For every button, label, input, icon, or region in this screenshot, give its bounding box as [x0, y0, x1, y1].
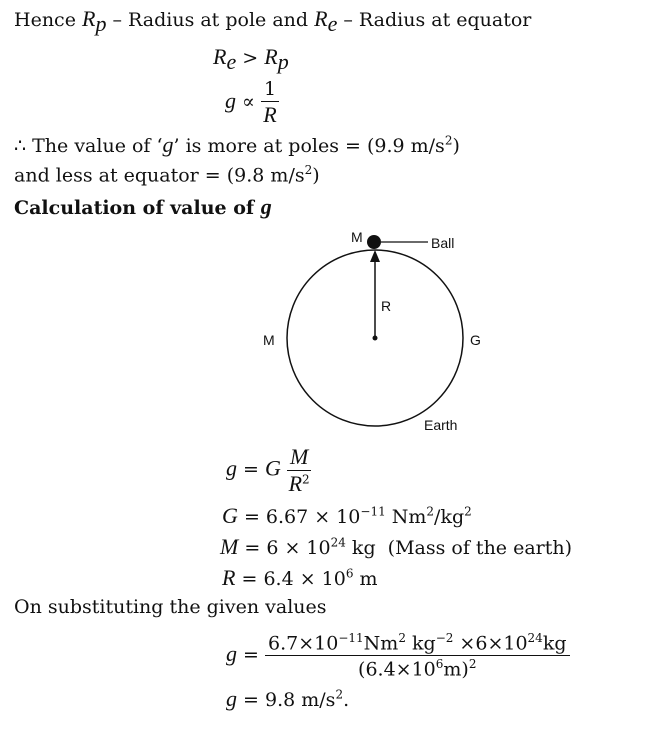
sub: e [226, 48, 237, 74]
sub: p [277, 48, 289, 74]
sup: −11 [338, 631, 364, 645]
text: kg (Mass of the earth) [345, 537, 573, 559]
formula-g [226, 446, 311, 495]
center-point [373, 336, 378, 341]
op: = [243, 458, 259, 481]
text: Hence [14, 9, 76, 31]
var: G [222, 503, 238, 528]
op: = [243, 643, 259, 666]
text: – Radius at equator [343, 9, 532, 31]
substitution-text: On substituting the given values [14, 596, 327, 618]
var: g [226, 686, 237, 711]
sup: −11 [360, 504, 386, 519]
text: = 6.4 × 10 [241, 568, 346, 590]
var: R [213, 44, 227, 69]
label-ball: Ball [431, 235, 455, 251]
result [226, 688, 349, 710]
var: g [226, 640, 237, 666]
ball [367, 235, 381, 249]
substituted-formula [226, 632, 570, 680]
op: > [242, 47, 259, 69]
denominator: R [288, 471, 303, 496]
arrow-head [370, 250, 380, 262]
var: g [226, 455, 237, 481]
text: Calculation of value of [14, 197, 255, 219]
text: m [353, 568, 378, 590]
var: g [225, 88, 236, 113]
label-mass-top: M [351, 229, 363, 245]
t: (6.4×10 [358, 658, 436, 681]
text: = 6 × 10 [244, 537, 331, 559]
numerator: M [287, 446, 311, 471]
sub: p [95, 10, 107, 36]
text: = 9.8 m/s [243, 689, 336, 711]
t: 6.7×10 [268, 632, 339, 655]
var: M [220, 534, 239, 559]
text: . [343, 689, 350, 711]
text: ’ is more at poles = (9.9 m/s [173, 135, 445, 157]
var: g [260, 194, 272, 219]
var: R [222, 565, 236, 590]
sup: 2 [398, 631, 406, 645]
denominator [358, 656, 476, 679]
sup: 24 [330, 535, 346, 550]
t: kg [542, 632, 567, 655]
sup: 6 [435, 657, 444, 672]
op: ∝ [242, 91, 255, 113]
sup: 2 [468, 657, 477, 672]
sup: 2 [464, 504, 472, 519]
text: – Radius at pole and [112, 9, 309, 31]
denominator: R [263, 102, 277, 127]
text: ∴ The value of ‘ [14, 135, 163, 157]
numerator [265, 632, 570, 656]
text: Nm [385, 506, 427, 528]
sup: 2 [304, 163, 313, 177]
sup: 24 [527, 631, 543, 645]
text: ) [312, 164, 320, 187]
radius-earth [222, 567, 378, 589]
numerator: 1 [261, 80, 279, 102]
t: m) [443, 658, 469, 681]
t: kg [405, 632, 436, 655]
var: g [162, 132, 174, 157]
sub: e [327, 10, 338, 36]
t: ×6×10 [453, 632, 528, 655]
sup: 2 [444, 133, 453, 148]
label-earth: Earth [424, 417, 458, 433]
text: = 6.67 × 10 [243, 506, 361, 528]
fraction [287, 446, 311, 495]
sup: 2 [335, 687, 344, 702]
text: /kg [434, 506, 465, 528]
constant-G [222, 505, 472, 527]
label-radius: R [381, 298, 392, 314]
var: R [81, 6, 96, 31]
var: R [264, 44, 278, 69]
fraction [265, 632, 570, 680]
t: Nm [363, 632, 399, 655]
sup: 2 [302, 472, 310, 487]
sup: −2 [435, 631, 454, 645]
text: and less at equator = (9.8 m/s [14, 164, 305, 187]
text: ) [452, 135, 460, 157]
label-mass-left: M [263, 332, 275, 348]
var: R [314, 6, 328, 31]
label-g: G [470, 332, 481, 348]
mass-earth [220, 536, 572, 558]
var: G [265, 455, 281, 481]
sup: 6 [345, 566, 354, 581]
sup: 2 [426, 504, 435, 519]
